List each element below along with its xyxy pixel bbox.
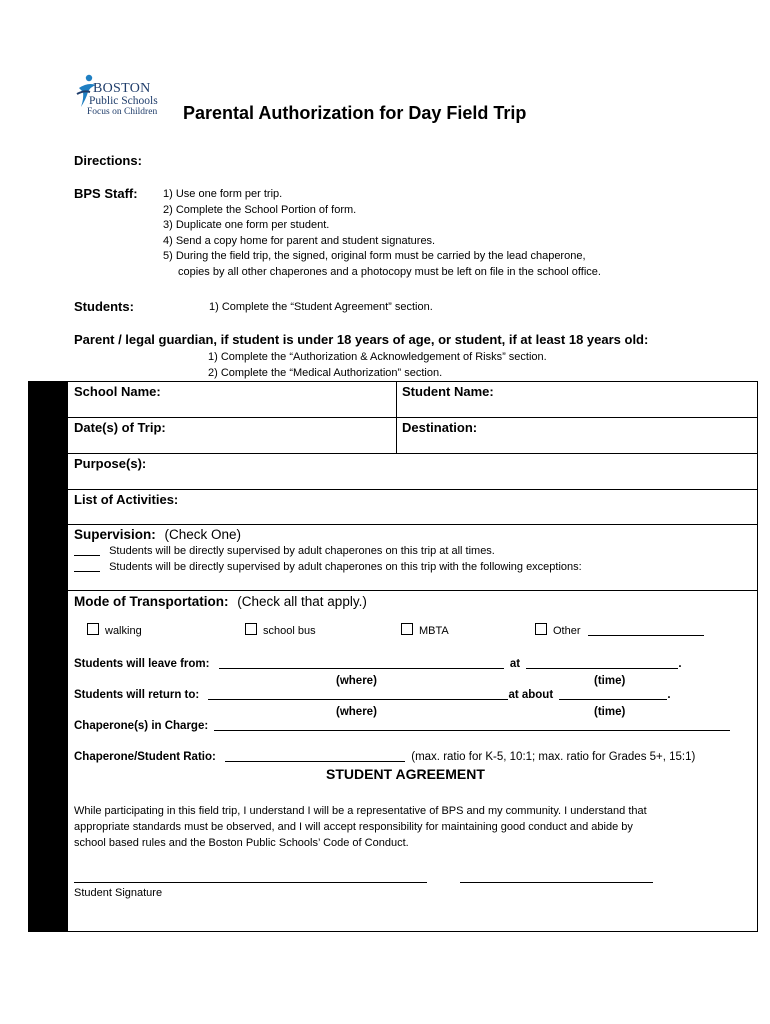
ratio-label: Chaperone/Student Ratio: <box>74 751 216 763</box>
activities-field[interactable]: List of Activities: <box>74 492 179 507</box>
leave-row: Students will leave from: at . <box>74 658 682 670</box>
instruction-item: 3) Duplicate one form per student. <box>163 219 330 231</box>
transport-hint: (Check all that apply.) <box>237 594 367 609</box>
students-label: Students: <box>74 299 134 314</box>
instruction-item: 5) During the field trip, the signed, original form must be carried by the lead chaperone, <box>163 250 586 262</box>
page-title: Parental Authorization for Day Field Trip <box>183 103 527 123</box>
leave-time-field[interactable] <box>526 668 678 669</box>
supervision-option-1-text: Students will be directly supervised by adult chaperones on this trip at all times. <box>109 545 495 557</box>
signature-date-line[interactable] <box>460 882 653 883</box>
leave-where-field[interactable] <box>219 668 504 669</box>
transport-heading <box>74 594 367 609</box>
instruction-item: copies by all other chaperones and a photocopy must be left on file in the school office. <box>178 265 601 278</box>
school-bus-label: school bus <box>263 625 316 637</box>
ratio-field[interactable] <box>225 761 405 762</box>
leave-time-caption: (time) <box>594 675 626 687</box>
divider <box>67 524 758 525</box>
chaperones-row <box>74 720 730 732</box>
supervision-option-1[interactable] <box>74 544 495 560</box>
return-row: Students will return to: at about . <box>74 689 671 701</box>
instruction-item: 2) Complete the “Medical Authorization” section. <box>208 366 443 379</box>
supervision-hint: (Check One) <box>164 527 242 542</box>
at-label: at <box>509 658 521 670</box>
agreement-line: appropriate standards must be observed, and I will accept responsibility for maintaining good conduct and abide by <box>74 821 633 833</box>
leave-where-caption: (where) <box>336 675 377 687</box>
agreement-line: school based rules and the Boston Public Schools’ Code of Conduct. <box>74 837 409 849</box>
column-divider <box>396 381 397 453</box>
logo-line-2: Public Schools <box>89 95 158 107</box>
supervision-label: Supervision: <box>74 527 156 542</box>
walking-checkbox[interactable] <box>87 623 99 635</box>
instruction-item: 1) Use one form per trip. <box>163 188 283 200</box>
purpose-field[interactable]: Purpose(s): <box>74 456 147 471</box>
student-signature-line[interactable] <box>74 882 427 883</box>
supervision-heading <box>74 527 241 542</box>
return-time-field[interactable] <box>559 699 667 700</box>
chaperones-label: Chaperone(s) in Charge: <box>74 720 209 732</box>
divider <box>67 489 758 490</box>
mbta-checkbox[interactable] <box>401 623 413 635</box>
directions-label: Directions: <box>74 153 142 168</box>
bps-staff-instructions <box>163 187 601 280</box>
agreement-heading: STUDENT AGREEMENT <box>326 766 485 782</box>
parent-heading: Parent / legal guardian, if student is under 18 years of age, or student, if at least 18 years old: <box>74 332 649 347</box>
supervision-option-2[interactable] <box>74 560 582 576</box>
transport-option-other[interactable] <box>535 623 704 640</box>
bps-logo <box>76 74 176 120</box>
return-time-caption: (time) <box>594 706 626 718</box>
trip-dates-field[interactable]: Date(s) of Trip: <box>74 420 166 435</box>
logo-line-3: Focus on Children <box>87 107 158 117</box>
student-name-field[interactable]: Student Name: <box>402 384 494 399</box>
transport-option-school-bus[interactable] <box>245 623 316 640</box>
parent-instructions <box>208 350 547 381</box>
students-instruction: 1) Complete the “Student Agreement” section. <box>209 301 433 313</box>
agreement-line: While participating in this field trip, I understand I will be a representative of BPS and my community. I understand that <box>74 805 647 817</box>
walking-label: walking <box>105 625 142 637</box>
return-where-field[interactable] <box>208 699 508 700</box>
ratio-row <box>74 751 695 763</box>
instruction-item: 1) Complete the “Authorization & Acknowledgement of Risks” section. <box>208 351 547 363</box>
agreement-text <box>74 803 647 851</box>
divider <box>67 590 758 591</box>
destination-field[interactable]: Destination: <box>402 420 478 435</box>
divider <box>67 417 758 418</box>
bps-staff-label: BPS Staff: <box>74 186 138 201</box>
logo-line-1: BOSTON <box>93 81 151 96</box>
instruction-item: 2) Complete the School Portion of form. <box>163 203 357 216</box>
school-bus-checkbox[interactable] <box>245 623 257 635</box>
instruction-item: 4) Send a copy home for parent and student signatures. <box>163 234 436 247</box>
student-signature-label: Student Signature <box>74 887 163 899</box>
divider <box>67 453 758 454</box>
supervision-blank-1[interactable] <box>74 555 100 556</box>
transport-label: Mode of Transportation: <box>74 594 229 609</box>
return-where-caption: (where) <box>336 706 377 718</box>
at-about-label: at about <box>508 689 554 701</box>
chaperones-field[interactable] <box>214 730 730 731</box>
other-label: Other <box>553 625 581 637</box>
form-side-bar <box>28 381 67 932</box>
other-blank[interactable] <box>588 635 704 636</box>
school-name-field[interactable]: School Name: <box>74 384 161 399</box>
supervision-option-2-text: Students will be directly supervised by adult chaperones on this trip with the following exceptions: <box>109 561 582 573</box>
leave-label: Students will leave from: <box>74 658 210 670</box>
ratio-note: (max. ratio for K-5, 10:1; max. ratio for Grades 5+, 15:1) <box>411 751 696 763</box>
transport-option-mbta[interactable] <box>401 623 449 640</box>
return-label: Students will return to: <box>74 689 200 701</box>
transport-option-walking[interactable] <box>87 623 142 640</box>
other-checkbox[interactable] <box>535 623 547 635</box>
supervision-blank-2[interactable] <box>74 571 100 572</box>
mbta-label: MBTA <box>419 625 449 637</box>
